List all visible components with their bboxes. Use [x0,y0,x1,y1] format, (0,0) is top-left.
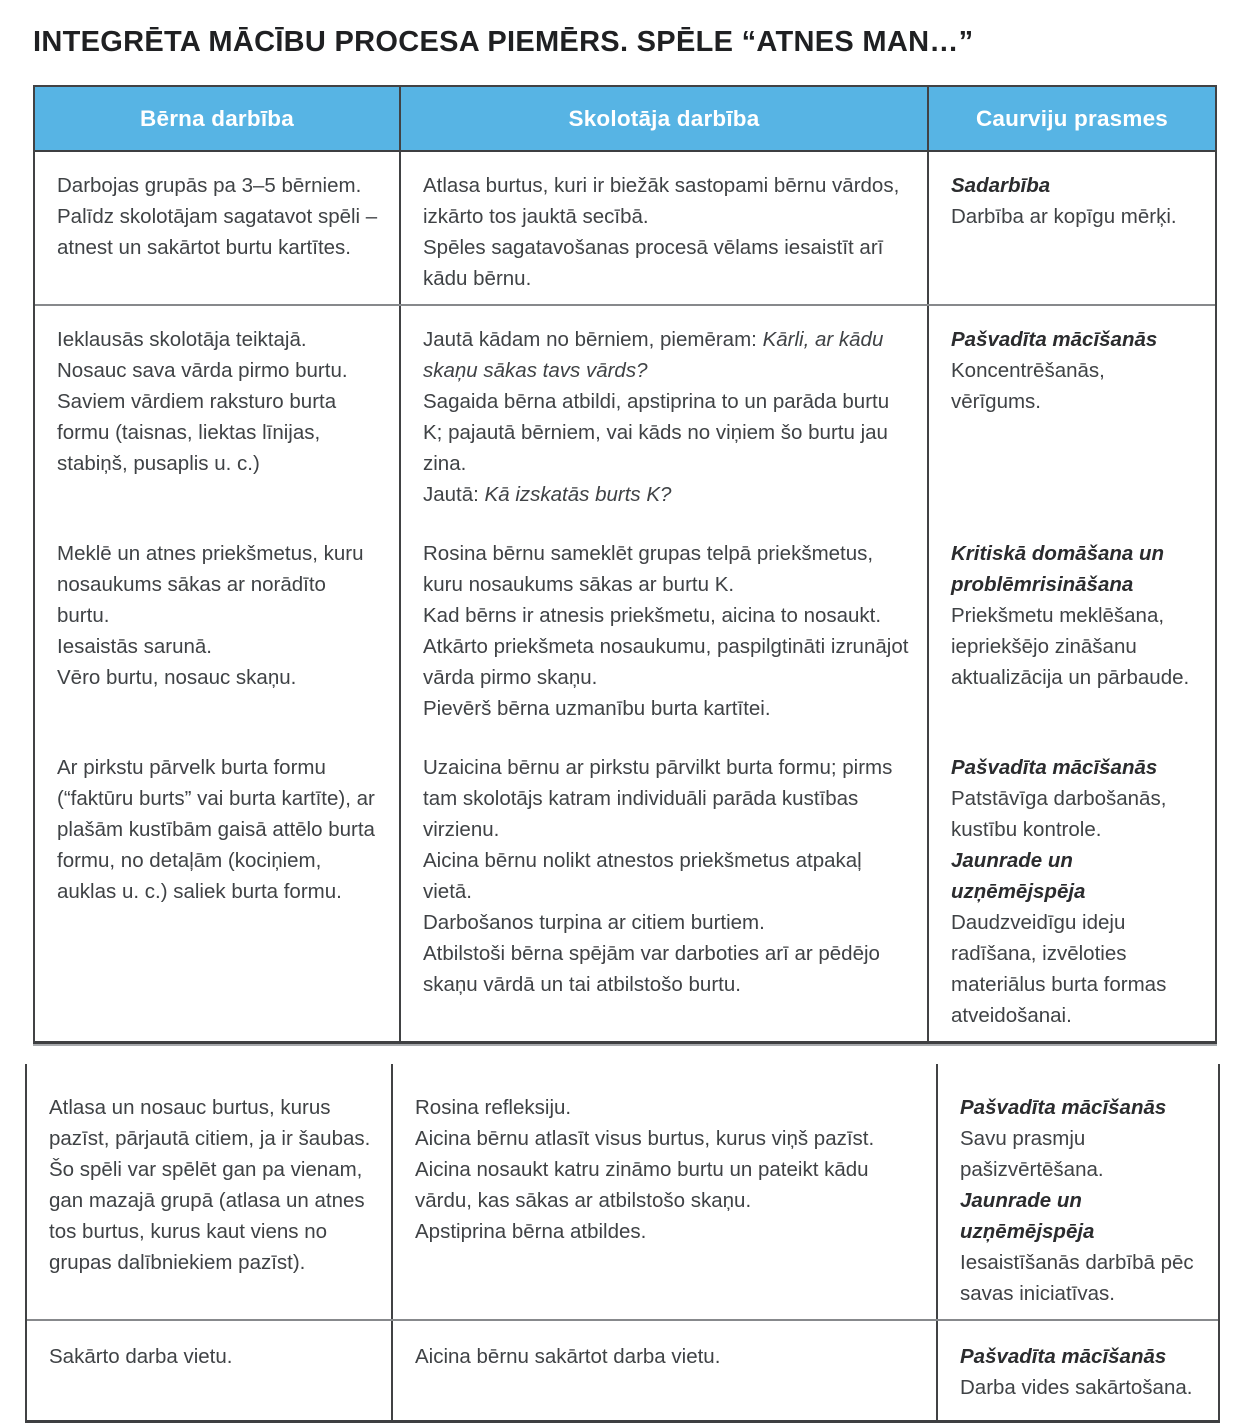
cell-child-activity: Atlasa un nosauc burtus, kurus pazīst, pārjautā citiem, ja ir šaubas. Šo spēli var spēlēt gan pa vienam, gan mazajā grupā (atlasa un atnes tos burtus, kurus kaut viens no grupas dalībniekiem pazīst). [27,1064,393,1319]
table-row [35,306,1215,520]
cell-teacher-activity: Rosina bērnu sameklēt grupas telpā priekšmetus, kuru nosaukums sākas ar burtu K. Kad bērns ir atnesis priekšmetu, aicina to nosaukt. Atkārto priekšmeta nosaukumu, paspilgtināti izrunājot vārda pirmo skaņu. Pievērš bērna uzmanību burta kartītei. [401,520,929,734]
cell-transversal-skills: Pašvadīta mācīšanās Darba vides sakārtošana. [960,1345,1193,1399]
table-row [35,734,1215,1041]
cell-teacher-activity: Aicina bērnu sakārtot darba vietu. [393,1321,938,1420]
cell-child-activity: Ar pirkstu pārvelk burta formu (“faktūru burts” vai burta kartīte), ar plašām kustībām gaisā attēlo burta formu, no detaļām (kociņiem, auklas u. c.) saliek burta formu. [35,734,401,1041]
cell-transversal-skills: Pašvadīta mācīšanās Savu prasmju pašizvērtēšana. Jaunrade un uzņēmējspēja Iesaistīšanās darbībā pēc savas iniciatīvas. [960,1096,1194,1305]
column-header-transversal-skills: Caurviju prasmes [929,87,1215,150]
cell-child-activity: Darbojas grupās pa 3–5 bērniem. Palīdz skolotājam sagatavot spēli – atnest un sakārtot burtu kartītes. [35,152,401,304]
table-row [35,520,1215,734]
cell-teacher-activity: Atlasa burtus, kuri ir biežāk sastopami bērnu vārdos, izkārto tos jauktā secībā. Spēles sagatavošanas procesā vēlams iesaistīt arī kādu bērnu. [401,152,929,304]
cell-teacher-activity: Uzaicina bērnu ar pirkstu pārvilkt burta formu; pirms tam skolotājs katram individuāli parāda kustības virzienu. Aicina bērnu nolikt atnestos priekšmetus atpakaļ vietā. Darbošanos turpina ar citiem burtiem. Atbilstoši bērna spējām var darboties arī ar pēdējo skaņu vārdā un tai atbilstošo burtu. [401,734,929,1041]
page [0,26,1241,1399]
integrated-process-table [33,85,1217,1044]
cell-teacher-activity: Jautā kādam no bērniem, piemēram: Kārli, ar kādu skaņu sākas tavs vārds? Sagaida bērna atbildi, apstiprina to un parāda burtu K; pajautā bērniem, vai kāds no viņiem šo burtu jau zina. Jautā: Kā izskatās burts K? [401,306,929,520]
cell-transversal-skills: Kritiskā domāšana un problēmrisināšana Priekšmetu meklēšana, iepriekšējo zināšanu aktualizācija un pārbaude. [951,542,1190,689]
cell-child-activity: Sakārto darba vietu. [27,1321,393,1420]
cell-child-activity: Ieklausās skolotāja teiktajā. Nosauc sava vārda pirmo burtu. Saviem vārdiem raksturo burta formu (taisnas, liektas līnijas, stabiņš, pusaplis u. c.) [35,306,401,520]
cell-transversal-skills: Sadarbība Darbība ar kopīgu mērķi. [951,174,1177,228]
table-header-row [35,87,1215,152]
page-title: INTEGRĒTA MĀCĪBU PROCESA PIEMĒRS. SPĒLE “ATNES MAN…” [33,26,974,58]
integrated-process-table-continued [25,1064,1220,1423]
table-row [27,1321,1218,1420]
cell-child-activity: Meklē un atnes priekšmetus, kuru nosaukums sākas ar norādīto burtu. Iesaistās sarunā. Vēro burtu, nosauc skaņu. [35,520,401,734]
cell-teacher-activity: Rosina refleksiju. Aicina bērnu atlasīt visus burtus, kurus viņš pazīst. Aicina nosaukt katru zināmo burtu un pateikt kādu vārdu, kas sākas ar atbilstošo skaņu. Apstiprina bērna atbildes. [393,1064,938,1319]
column-header-teacher-activity: Skolotāja darbība [401,87,929,150]
table-row [27,1064,1218,1321]
cell-transversal-skills: Pašvadīta mācīšanās Patstāvīga darbošanās, kustību kontrole. Jaunrade un uzņēmējspēja Daudzveidīgu ideju radīšana, izvēloties materiālus burta formas atveidošanai. [951,756,1167,1027]
column-header-child-activity: Bērna darbība [35,87,401,150]
cell-transversal-skills: Pašvadīta mācīšanās Koncentrēšanās, vērīgums. [951,328,1158,413]
table-row [35,152,1215,306]
